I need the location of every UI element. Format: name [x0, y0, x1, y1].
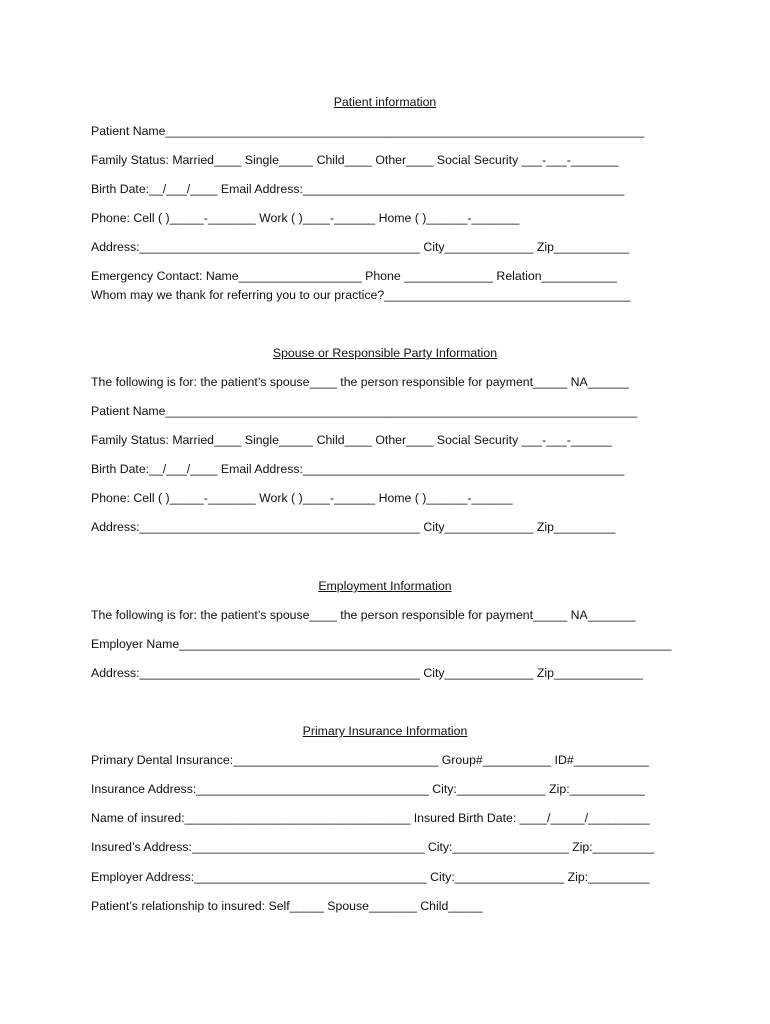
insured-address-field: Insured’s Address:__________________________________ City:_________________ Zip:_________: [91, 840, 655, 854]
section-heading-spouse-responsible-party: Spouse or Responsible Party Information: [272, 346, 498, 360]
spouse-birth-date-email-field: Birth Date:__/___/____ Email Address:_______________________________________________: [91, 462, 625, 476]
address-field: Address:_________________________________________ City_____________ Zip___________: [91, 240, 630, 254]
family-status-field: Family Status: Married____ Single_____ Child____ Other____ Social Security ___-___-_______: [91, 153, 619, 167]
referral-field: Whom may we thank for referring you to our practice?____________________________________: [91, 288, 631, 302]
phone-field: Phone: Cell ( )_____-_______ Work ( )____-______ Home ( )______-_______: [91, 211, 520, 225]
employer-name-field: Employer Name________________________________________________________________________: [91, 637, 672, 651]
name-of-insured-field: Name of insured:_________________________________ Insured Birth Date: ____/_____/_________: [91, 811, 650, 825]
spouse-family-status-field: Family Status: Married____ Single_____ Child____ Other____ Social Security ___-___-______: [91, 433, 612, 447]
spouse-phone-field: Phone: Cell ( )_____-_______ Work ( )____-______ Home ( )______-______: [91, 491, 513, 505]
insurance-address-field: Insurance Address:__________________________________ City:_____________ Zip:___________: [91, 782, 645, 796]
employer-address-field: Address:_________________________________________ City_____________ Zip_____________: [91, 666, 643, 680]
insured-employer-address-field: Employer Address:__________________________________ City:________________ Zip:_________: [91, 870, 650, 884]
section-heading-primary-insurance: Primary Insurance Information: [302, 724, 468, 738]
spouse-address-field: Address:_________________________________________ City_____________ Zip_________: [91, 520, 616, 534]
relationship-to-insured-field: Patient’s relationship to insured: Self_____ Spouse_______ Child_____: [91, 899, 483, 913]
spouse-name-field: Patient Name_____________________________________________________________________: [91, 404, 638, 418]
patient-name-field: Patient Name______________________________________________________________________: [91, 124, 645, 138]
primary-dental-insurance-field: Primary Dental Insurance:______________________________ Group#__________ ID#___________: [91, 753, 649, 767]
employment-applies-to-field: The following is for: the patient’s spouse____ the person responsible for payment_____ NA_______: [91, 608, 636, 622]
section-heading-employment-information: Employment Information: [318, 579, 452, 593]
birth-date-email-field: Birth Date:__/___/____ Email Address:_______________________________________________: [91, 182, 625, 196]
spouse-applies-to-field: The following is for: the patient’s spouse____ the person responsible for payment_____ NA______: [91, 375, 629, 389]
section-heading-patient-information: Patient information: [333, 95, 437, 109]
emergency-contact-field: Emergency Contact: Name__________________ Phone _____________ Relation___________: [91, 269, 617, 283]
